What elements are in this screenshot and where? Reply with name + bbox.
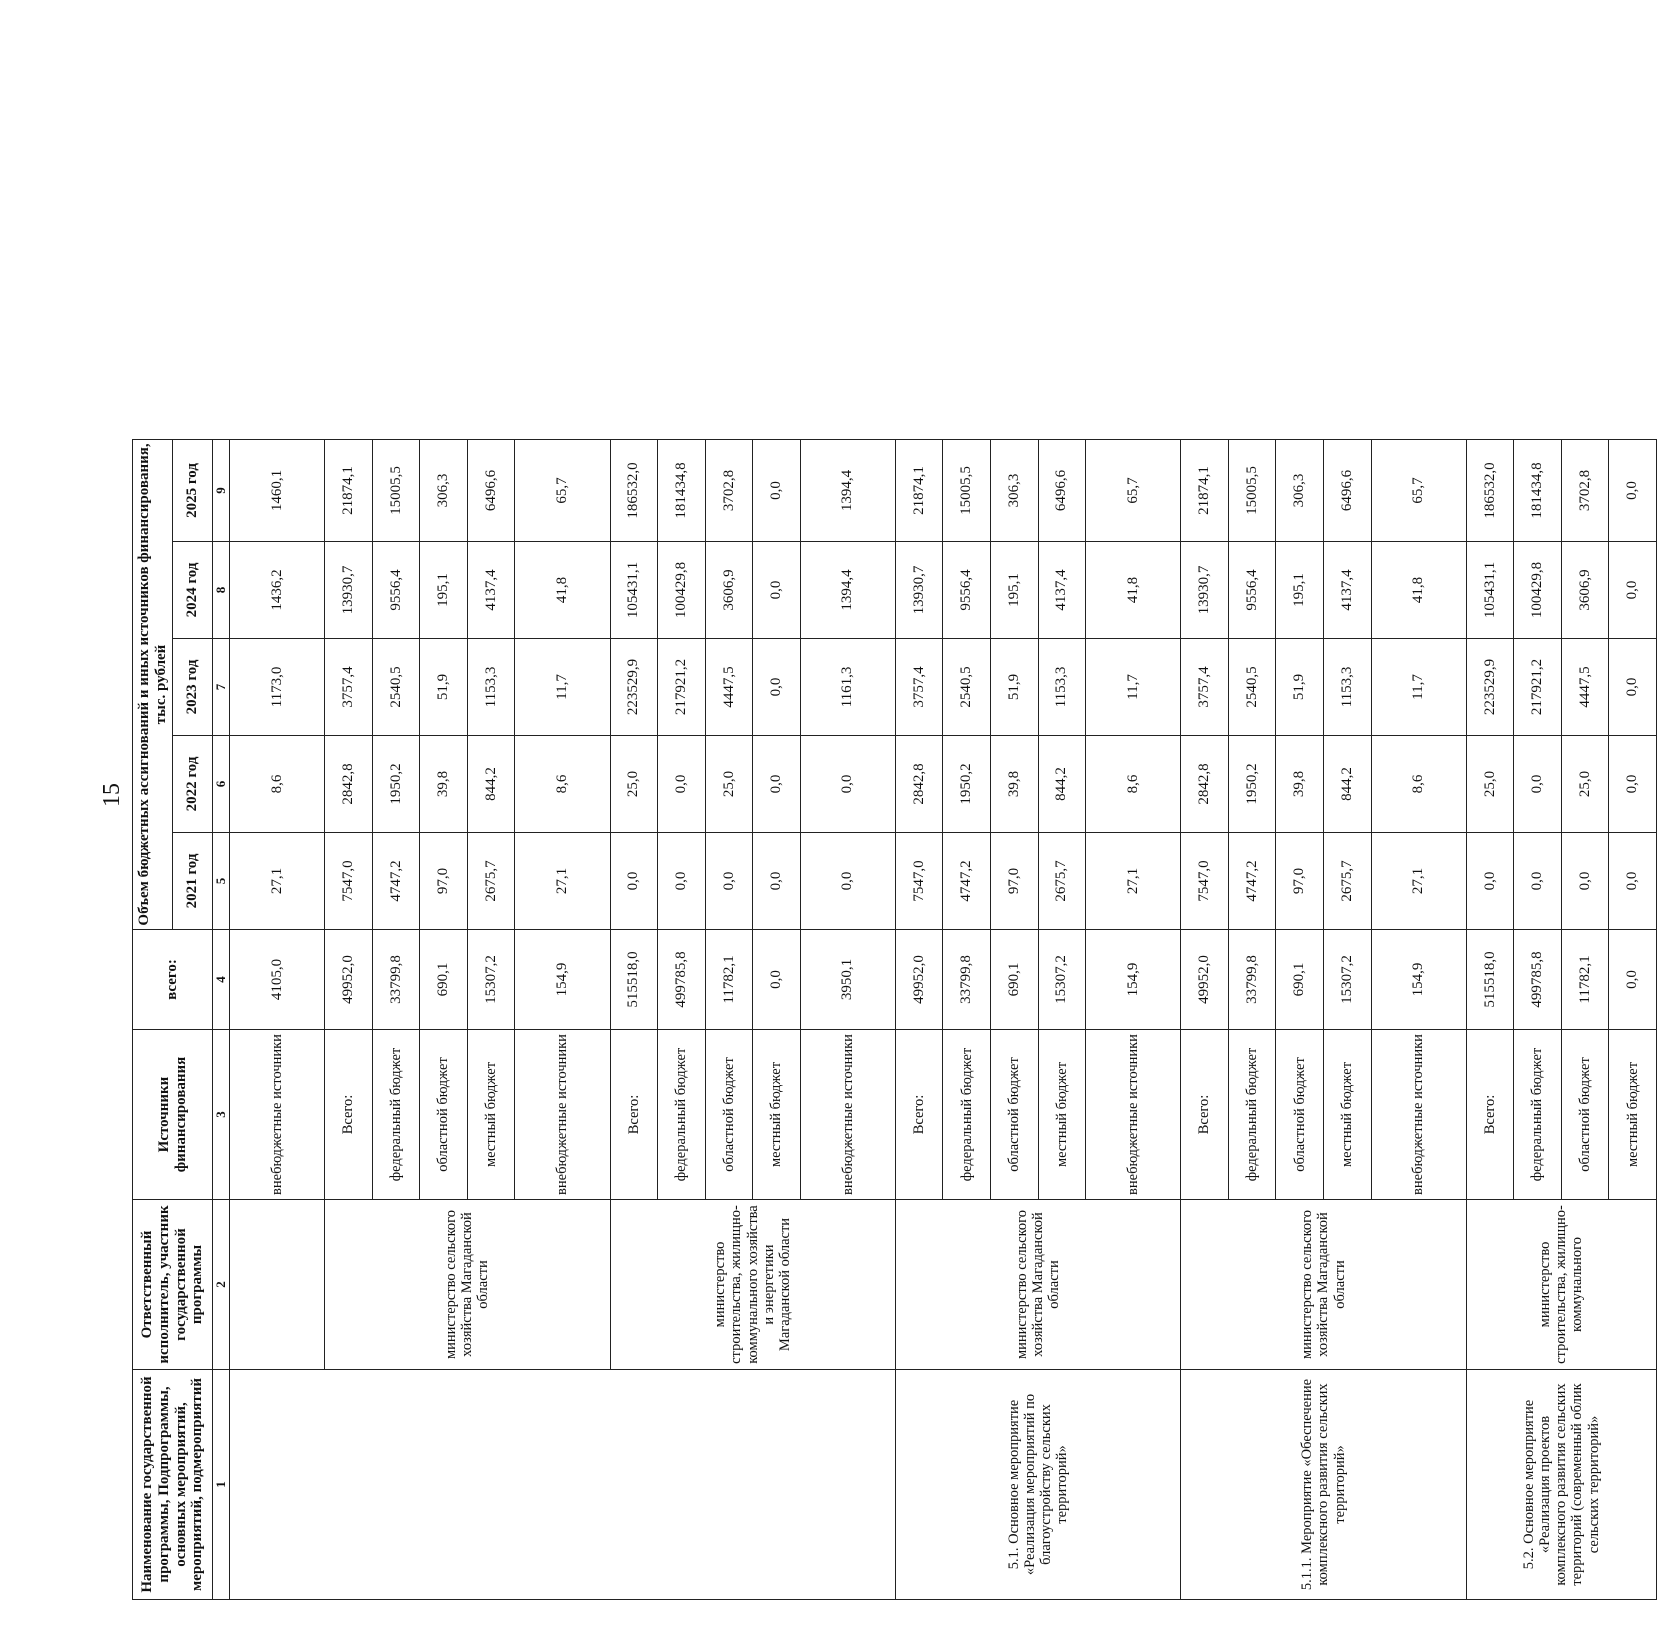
year-value-cell: 2540,5 — [943, 639, 991, 736]
year-value-cell: 1394,4 — [800, 542, 895, 639]
year-value-cell: 105431,1 — [1466, 542, 1514, 639]
year-value-cell: 0,0 — [1514, 833, 1562, 930]
year-value-cell: 1950,2 — [1228, 736, 1276, 833]
total-value-cell: 154,9 — [515, 930, 610, 1030]
total-value-cell: 33799,8 — [372, 930, 420, 1030]
rotated-table-area — [132, 75, 1641, 1600]
year-value-cell: 181434,8 — [658, 439, 706, 541]
total-value-cell: 3950,1 — [800, 930, 895, 1030]
year-value-cell: 51,9 — [420, 639, 468, 736]
year-value-cell: 4447,5 — [705, 639, 753, 736]
year-value-cell: 3702,8 — [705, 439, 753, 541]
year-value-cell: 9556,4 — [1228, 542, 1276, 639]
year-value-cell: 0,0 — [1609, 833, 1657, 930]
source-cell: областной бюджет — [991, 1030, 1039, 1200]
year-value-cell: 0,0 — [800, 736, 895, 833]
total-value-cell: 690,1 — [1276, 930, 1324, 1030]
year-value-cell: 3757,4 — [895, 639, 943, 736]
year-value-cell: 1950,2 — [372, 736, 420, 833]
year-value-cell: 6496,6 — [467, 439, 515, 541]
total-value-cell: 4105,0 — [230, 930, 325, 1030]
total-value-cell: 0,0 — [1609, 930, 1657, 1030]
year-value-cell: 2842,8 — [1181, 736, 1229, 833]
year-value-cell: 27,1 — [1086, 833, 1181, 930]
source-cell: местный бюджет — [1323, 1030, 1371, 1200]
total-value-cell: 515518,0 — [1466, 930, 1514, 1030]
year-value-cell: 0,0 — [800, 833, 895, 930]
year-value-cell: 181434,8 — [1514, 439, 1562, 541]
year-value-cell: 65,7 — [1086, 439, 1181, 541]
executor-cell — [230, 1200, 325, 1370]
year-value-cell: 4747,2 — [943, 833, 991, 930]
year-value-cell: 0,0 — [1466, 833, 1514, 930]
source-cell: федеральный бюджет — [372, 1030, 420, 1200]
year-value-cell: 3606,9 — [1561, 542, 1609, 639]
year-value-cell: 1153,3 — [1323, 639, 1371, 736]
table-row — [230, 439, 325, 1599]
year-value-cell: 27,1 — [515, 833, 610, 930]
year-value-cell: 1950,2 — [943, 736, 991, 833]
source-cell: внебюджетные источники — [230, 1030, 325, 1200]
executor-cell: министерство строительства, жилищно-коммунального хозяйства и энергетики Магаданской области — [610, 1200, 895, 1370]
year-value-cell: 0,0 — [1609, 736, 1657, 833]
year-value-cell: 195,1 — [1276, 542, 1324, 639]
table-body — [230, 439, 1657, 1599]
year-value-cell: 15005,5 — [1228, 439, 1276, 541]
year-value-cell: 223529,9 — [610, 639, 658, 736]
year-value-cell: 1161,3 — [800, 639, 895, 736]
year-value-cell: 11,7 — [515, 639, 610, 736]
year-value-cell: 8,6 — [1371, 736, 1466, 833]
column-number: 9 — [213, 439, 230, 541]
year-value-cell: 15005,5 — [372, 439, 420, 541]
year-value-cell: 13930,7 — [1181, 542, 1229, 639]
header-executor: Ответственный исполнитель, участник государственной программы — [133, 1200, 213, 1370]
total-value-cell: 499785,8 — [658, 930, 706, 1030]
total-value-cell: 33799,8 — [943, 930, 991, 1030]
year-value-cell: 41,8 — [1086, 542, 1181, 639]
table-row — [1466, 439, 1514, 1599]
header-total: всего: — [133, 930, 213, 1030]
year-value-cell: 3702,8 — [1561, 439, 1609, 541]
source-cell: Всего: — [610, 1030, 658, 1200]
year-value-cell: 844,2 — [467, 736, 515, 833]
year-value-cell: 844,2 — [1323, 736, 1371, 833]
year-value-cell: 1153,3 — [467, 639, 515, 736]
total-value-cell: 15307,2 — [467, 930, 515, 1030]
year-value-cell: 21874,1 — [895, 439, 943, 541]
year-value-cell: 4747,2 — [372, 833, 420, 930]
total-value-cell: 49952,0 — [1181, 930, 1229, 1030]
year-value-cell: 306,3 — [991, 439, 1039, 541]
year-value-cell: 8,6 — [1086, 736, 1181, 833]
column-number: 1 — [213, 1370, 230, 1600]
source-cell: областной бюджет — [1276, 1030, 1324, 1200]
year-value-cell: 217921,2 — [658, 639, 706, 736]
column-number: 5 — [213, 833, 230, 930]
source-cell: областной бюджет — [420, 1030, 468, 1200]
year-value-cell: 4747,2 — [1228, 833, 1276, 930]
source-cell: областной бюджет — [1561, 1030, 1609, 1200]
year-value-cell: 3757,4 — [325, 639, 373, 736]
year-value-cell: 15005,5 — [943, 439, 991, 541]
source-cell: местный бюджет — [1038, 1030, 1086, 1200]
year-value-cell: 100429,8 — [658, 542, 706, 639]
year-value-cell: 1173,0 — [230, 639, 325, 736]
year-value-cell: 1153,3 — [1038, 639, 1086, 736]
year-value-cell: 25,0 — [705, 736, 753, 833]
total-value-cell: 515518,0 — [610, 930, 658, 1030]
source-cell: федеральный бюджет — [658, 1030, 706, 1200]
year-value-cell: 97,0 — [1276, 833, 1324, 930]
total-value-cell: 11782,1 — [1561, 930, 1609, 1030]
year-value-cell: 0,0 — [753, 639, 801, 736]
year-value-cell: 27,1 — [1371, 833, 1466, 930]
column-number: 4 — [213, 930, 230, 1030]
year-value-cell: 2675,7 — [467, 833, 515, 930]
total-value-cell: 499785,8 — [1514, 930, 1562, 1030]
year-value-cell: 11,7 — [1086, 639, 1181, 736]
year-value-cell: 13930,7 — [895, 542, 943, 639]
column-number: 7 — [213, 639, 230, 736]
year-value-cell: 41,8 — [515, 542, 610, 639]
year-value-cell: 3757,4 — [1181, 639, 1229, 736]
source-cell: Всего: — [895, 1030, 943, 1200]
year-value-cell: 0,0 — [753, 439, 801, 541]
year-value-cell: 6496,6 — [1038, 439, 1086, 541]
year-value-cell: 9556,4 — [372, 542, 420, 639]
year-value-cell: 223529,9 — [1466, 639, 1514, 736]
year-value-cell: 4137,4 — [467, 542, 515, 639]
year-value-cell: 0,0 — [705, 833, 753, 930]
column-number: 6 — [213, 736, 230, 833]
total-value-cell: 690,1 — [420, 930, 468, 1030]
year-value-cell: 2540,5 — [372, 639, 420, 736]
program-name-cell: 5.2. Основное мероприятие «Реализация проектов комплексного развития сельских территорий (современный облик сельских территорий» — [1466, 1370, 1656, 1600]
year-value-cell: 0,0 — [1609, 639, 1657, 736]
source-cell: местный бюджет — [467, 1030, 515, 1200]
year-value-cell: 21874,1 — [1181, 439, 1229, 541]
total-value-cell: 11782,1 — [705, 930, 753, 1030]
year-value-cell: 0,0 — [658, 833, 706, 930]
year-value-cell: 8,6 — [230, 736, 325, 833]
year-value-cell: 7547,0 — [895, 833, 943, 930]
table-row — [1181, 439, 1229, 1599]
header-source: Источники финансирования — [133, 1030, 213, 1200]
year-value-cell: 4447,5 — [1561, 639, 1609, 736]
source-cell: федеральный бюджет — [1514, 1030, 1562, 1200]
year-value-cell: 0,0 — [753, 542, 801, 639]
year-value-cell: 217921,2 — [1514, 639, 1562, 736]
year-value-cell: 3606,9 — [705, 542, 753, 639]
total-value-cell: 0,0 — [753, 930, 801, 1030]
year-value-cell: 51,9 — [991, 639, 1039, 736]
total-value-cell: 690,1 — [991, 930, 1039, 1030]
total-value-cell: 49952,0 — [895, 930, 943, 1030]
year-value-cell: 306,3 — [1276, 439, 1324, 541]
year-value-cell: 0,0 — [658, 736, 706, 833]
year-value-cell: 186532,0 — [610, 439, 658, 541]
source-cell: местный бюджет — [753, 1030, 801, 1200]
executor-cell: министерство сельского хозяйства Магаданской области — [895, 1200, 1180, 1370]
executor-cell: министерство сельского хозяйства Магаданской области — [1181, 1200, 1466, 1370]
year-value-cell: 105431,1 — [610, 542, 658, 639]
year-value-cell: 1460,1 — [230, 439, 325, 541]
year-value-cell: 21874,1 — [325, 439, 373, 541]
header-year: 2025 год — [173, 439, 213, 541]
header-year: 2021 год — [173, 833, 213, 930]
source-cell: внебюджетные источники — [1371, 1030, 1466, 1200]
year-value-cell: 306,3 — [420, 439, 468, 541]
year-value-cell: 0,0 — [1609, 542, 1657, 639]
year-value-cell: 97,0 — [420, 833, 468, 930]
year-value-cell: 1394,4 — [800, 439, 895, 541]
year-value-cell: 2842,8 — [325, 736, 373, 833]
source-cell: областной бюджет — [705, 1030, 753, 1200]
year-value-cell: 27,1 — [230, 833, 325, 930]
year-value-cell: 25,0 — [610, 736, 658, 833]
year-value-cell: 0,0 — [1609, 439, 1657, 541]
program-name-cell: 5.1.1. Мероприятие «Обеспечение комплексного развития сельских территорий» — [1181, 1370, 1466, 1600]
year-value-cell: 7547,0 — [325, 833, 373, 930]
year-value-cell: 25,0 — [1466, 736, 1514, 833]
program-name-cell: 5.1. Основное мероприятие «Реализация мероприятий по благоустройству сельских территорий» — [895, 1370, 1180, 1600]
header-budget-group: Объем бюджетных ассигнований и иных источников финансирования, тыс. рублей — [133, 439, 173, 929]
program-name-cell — [230, 1370, 896, 1600]
source-cell: внебюджетные источники — [515, 1030, 610, 1200]
source-cell: внебюджетные источники — [1086, 1030, 1181, 1200]
year-value-cell: 2842,8 — [895, 736, 943, 833]
year-value-cell: 41,8 — [1371, 542, 1466, 639]
header-year: 2022 год — [173, 736, 213, 833]
year-value-cell: 9556,4 — [943, 542, 991, 639]
year-value-cell: 0,0 — [610, 833, 658, 930]
year-value-cell: 4137,4 — [1323, 542, 1371, 639]
year-value-cell: 25,0 — [1561, 736, 1609, 833]
source-cell: Всего: — [325, 1030, 373, 1200]
column-number: 8 — [213, 542, 230, 639]
source-cell: Всего: — [1181, 1030, 1229, 1200]
column-number: 2 — [213, 1200, 230, 1370]
year-value-cell: 7547,0 — [1181, 833, 1229, 930]
total-value-cell: 15307,2 — [1038, 930, 1086, 1030]
executor-cell: министерство строительства, жилищно-коммунального — [1466, 1200, 1656, 1370]
source-cell: федеральный бюджет — [943, 1030, 991, 1200]
year-value-cell: 11,7 — [1371, 639, 1466, 736]
year-value-cell: 1436,2 — [230, 542, 325, 639]
year-value-cell: 844,2 — [1038, 736, 1086, 833]
source-cell: Всего: — [1466, 1030, 1514, 1200]
total-value-cell: 154,9 — [1371, 930, 1466, 1030]
year-value-cell: 4137,4 — [1038, 542, 1086, 639]
total-value-cell: 15307,2 — [1323, 930, 1371, 1030]
year-value-cell: 2540,5 — [1228, 639, 1276, 736]
year-value-cell: 39,8 — [1276, 736, 1324, 833]
source-cell: федеральный бюджет — [1228, 1030, 1276, 1200]
total-value-cell: 33799,8 — [1228, 930, 1276, 1030]
source-cell: внебюджетные источники — [800, 1030, 895, 1200]
year-value-cell: 195,1 — [991, 542, 1039, 639]
year-value-cell: 51,9 — [1276, 639, 1324, 736]
table-row — [895, 439, 943, 1599]
year-value-cell: 6496,6 — [1323, 439, 1371, 541]
total-value-cell: 154,9 — [1086, 930, 1181, 1030]
source-cell: местный бюджет — [1609, 1030, 1657, 1200]
year-value-cell: 100429,8 — [1514, 542, 1562, 639]
year-value-cell: 39,8 — [420, 736, 468, 833]
year-value-cell: 0,0 — [1561, 833, 1609, 930]
year-value-cell: 2675,7 — [1323, 833, 1371, 930]
year-value-cell: 0,0 — [753, 833, 801, 930]
year-value-cell: 0,0 — [1514, 736, 1562, 833]
year-value-cell: 0,0 — [753, 736, 801, 833]
year-value-cell: 97,0 — [991, 833, 1039, 930]
year-value-cell: 8,6 — [515, 736, 610, 833]
year-value-cell: 65,7 — [515, 439, 610, 541]
total-value-cell: 49952,0 — [325, 930, 373, 1030]
executor-cell: министерство сельского хозяйства Магаданской области — [325, 1200, 610, 1370]
header-year: 2024 год — [173, 542, 213, 639]
financing-table — [132, 439, 1657, 1600]
year-value-cell: 65,7 — [1371, 439, 1466, 541]
page-number: 15 — [98, 783, 125, 807]
column-number: 3 — [213, 1030, 230, 1200]
header-program-name: Наименование государственной программы, Подпрограммы, основных мероприятий, мероприятий, подмероприятий — [133, 1370, 213, 1600]
year-value-cell: 13930,7 — [325, 542, 373, 639]
year-value-cell: 195,1 — [420, 542, 468, 639]
year-value-cell: 186532,0 — [1466, 439, 1514, 541]
year-value-cell: 2675,7 — [1038, 833, 1086, 930]
year-value-cell: 39,8 — [991, 736, 1039, 833]
header-year: 2023 год — [173, 639, 213, 736]
